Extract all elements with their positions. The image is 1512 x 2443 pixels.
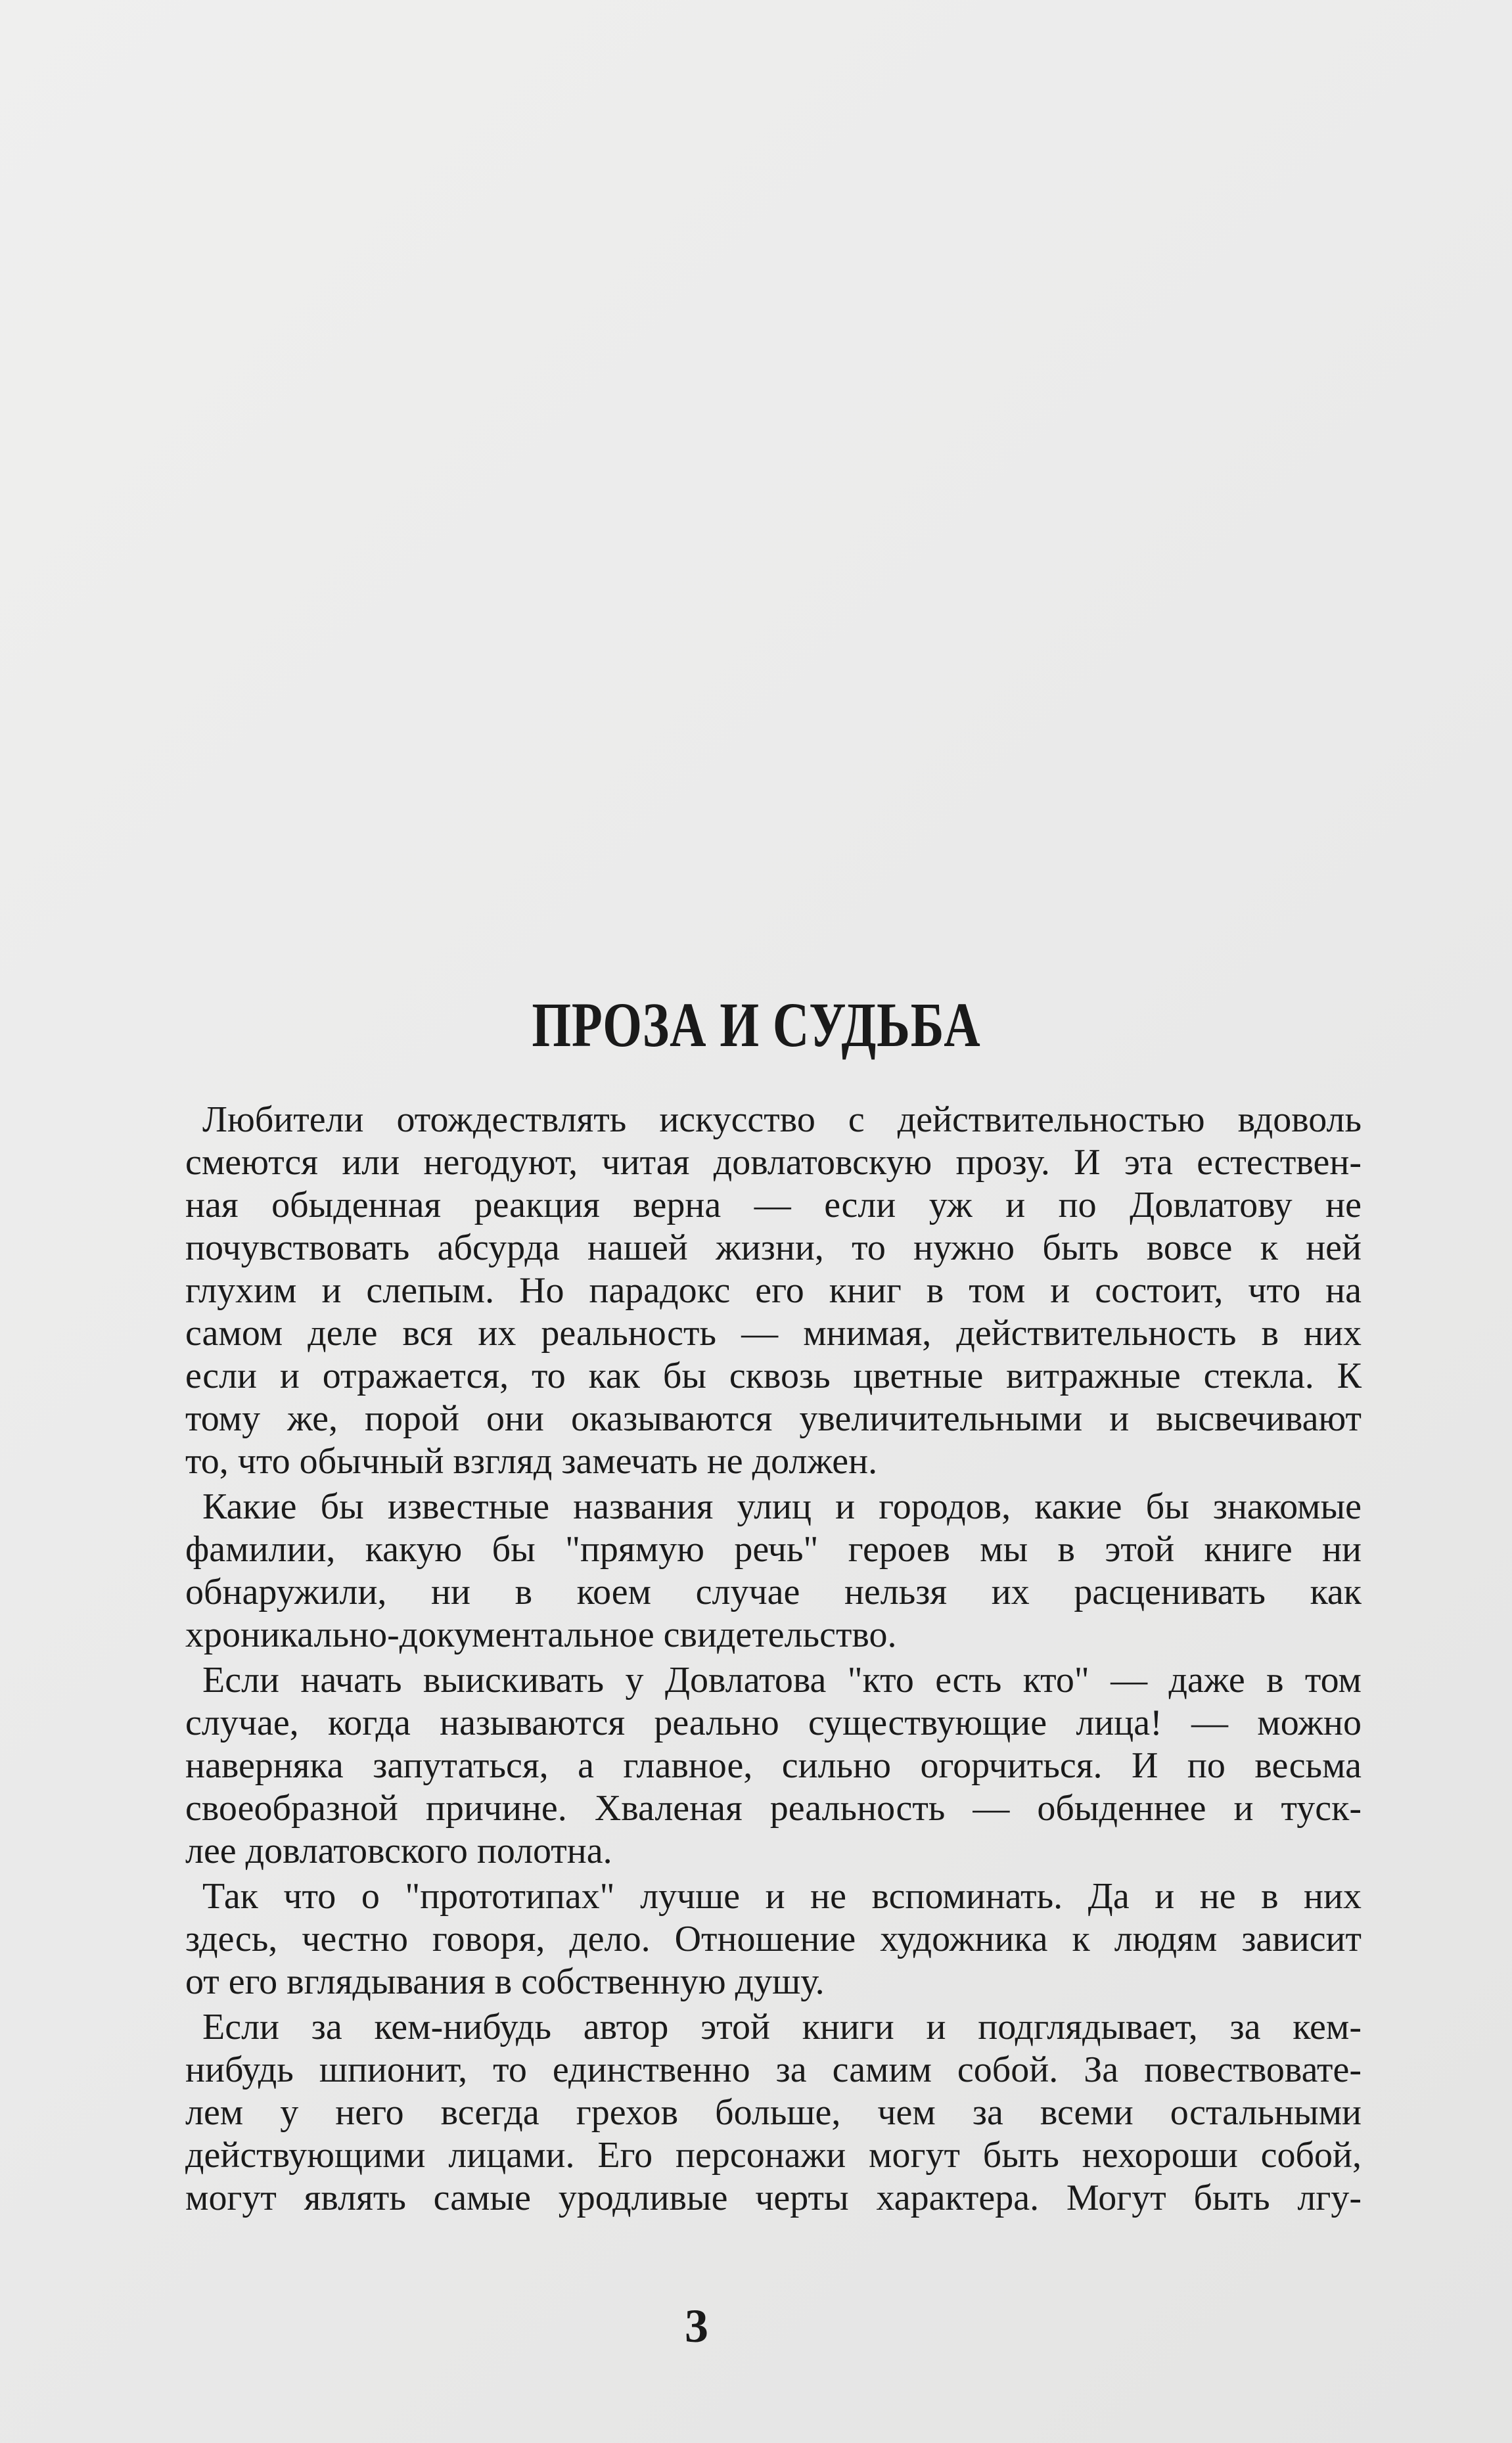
text-line: лем у него всегда грехов больше, чем за всеми остальными [185,2092,1362,2133]
paragraph [185,1659,1362,1873]
text-line: действующими лицами. Его персонажи могут быть нехороши собой, [185,2135,1362,2176]
text-line: тому же, порой они оказываются увеличительными и высвечивают [185,1398,1362,1439]
text-line: Любители отождествлять искусство с действительностью вдоволь [202,1099,1362,1140]
text-line: наверняка запутаться, а главное, сильно огорчиться. И по весьма [185,1745,1362,1786]
text-line: Если за кем-нибудь автор этой книги и подглядывает, за кем- [202,2007,1362,2047]
body-text [185,1099,1362,2222]
chapter-title [0,989,1512,1061]
text-line: самом деле вся их реальность — мнимая, действительность в них [185,1313,1362,1354]
chapter-title-text: ПРОЗА И СУДЬБА [531,990,981,1060]
paragraph [185,1099,1362,1483]
text-line: Так что о "прототипах" лучше и не вспоминать. Да и не в них [202,1876,1362,1917]
text-line: ная обыденная реакция верна — если уж и по Довлатову не [185,1185,1362,1225]
text-line: случае, когда называются реально существующие лица! — можно [185,1702,1362,1743]
text-line: почувствовать абсурда нашей жизни, то нужно быть вовсе к ней [185,1227,1362,1268]
text-line: глухим и слепым. Но парадокс его книг в том и состоит, что на [185,1270,1362,1311]
text-line: Если начать выискивать у Довлатова "кто есть кто" — даже в том [202,1660,1362,1701]
page-number: 3 [685,2300,708,2352]
text-line: от его вглядывания в собственную душу. [185,1961,825,2002]
text-line: нибудь шпионит, то единственно за самим собой. За повествовате- [185,2049,1362,2090]
text-line: хроникально-документальное свидетельство. [185,1614,897,1655]
text-line: своеобразной причине. Хваленая реальность — обыденнее и туск- [185,1788,1362,1829]
text-line: смеются или негодуют, читая довлатовскую прозу. И эта естествен- [185,1142,1362,1183]
text-line: фамилии, какую бы "прямую речь" героев мы в этой книге ни [185,1529,1362,1570]
paragraph [185,1486,1362,1656]
text-line: то, что обычный взгляд замечать не должен. [185,1441,878,1482]
text-line: обнаружили, ни в коем случае нельзя их расценивать как [185,1572,1362,1612]
text-line: если и отражается, то как бы сквозь цветные витражные стекла. К [185,1356,1362,1396]
paragraph [185,2006,1362,2220]
text-line: здесь, честно говоря, дело. Отношение художника к людям зависит [185,1919,1362,1959]
text-line: лее довлатовского полотна. [185,1831,612,1871]
text-line: Какие бы известные названия улиц и городов, какие бы знакомые [202,1486,1362,1527]
paragraph [185,1875,1362,2003]
text-line: могут являть самые уродливые черты характера. Могут быть лгу- [185,2178,1362,2218]
